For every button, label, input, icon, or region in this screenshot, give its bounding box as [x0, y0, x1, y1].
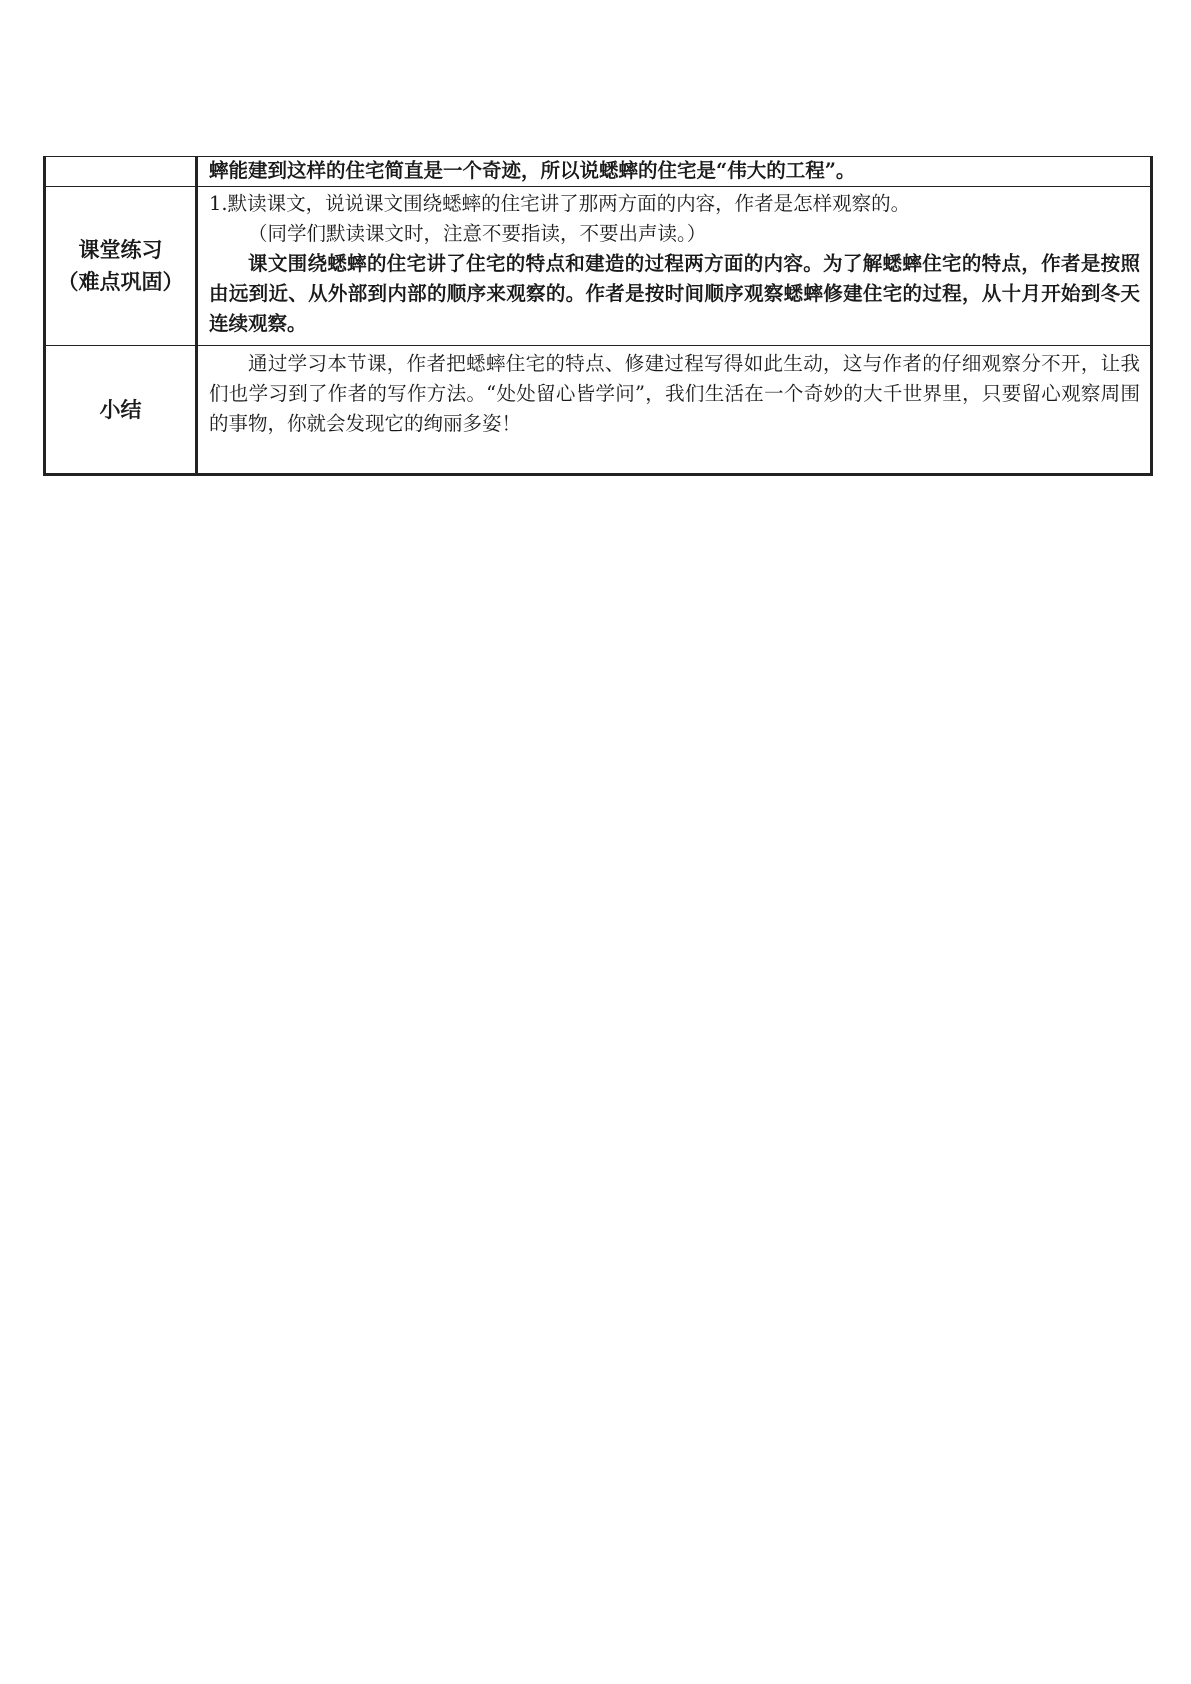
label-practice-subtitle: （难点巩固）	[57, 270, 184, 294]
row-label-practice	[45, 187, 197, 346]
row-content	[197, 187, 1152, 346]
conclusion-text: 蟀能建到这样的住宅简直是一个奇迹，所以说蟋蟀的住宅是“伟大的工程”。	[209, 159, 856, 182]
practice-answer: 课文围绕蟋蟀的住宅讲了住宅的特点和建造的过程两方面的内容。为了解蟋蟀住宅的特点，作者是按照由远到近、从外部到内部的顺序来观察的。作者是按时间顺序观察蟋蟀修建住宅的过程，从十月开始到冬天连续观察。	[209, 252, 1140, 335]
table-row	[45, 346, 1152, 475]
label-practice-title: 课堂练习	[78, 238, 163, 262]
row-content	[197, 346, 1152, 475]
table-row	[45, 187, 1152, 346]
practice-question: 1.默读课文，说说课文围绕蟋蟀的住宅讲了那两方面的内容，作者是怎样观察的。	[209, 192, 911, 215]
table-row	[45, 157, 1152, 187]
practice-note: （同学们默读课文时，注意不要指读，不要出声读。）	[248, 222, 707, 245]
summary-text: 通过学习本节课，作者把蟋蟀住宅的特点、修建过程写得如此生动，这与作者的仔细观察分不开，让我们也学习到了作者的写作方法。“处处留心皆学问”，我们生活在一个奇妙的大千世界里，只要留心观察周围的事物，你就会发现它的绚丽多姿！	[209, 352, 1140, 435]
lesson-table	[43, 156, 1153, 476]
row-label-summary: 小结	[45, 346, 197, 475]
row-label-empty	[45, 157, 197, 187]
row-content	[197, 157, 1152, 187]
